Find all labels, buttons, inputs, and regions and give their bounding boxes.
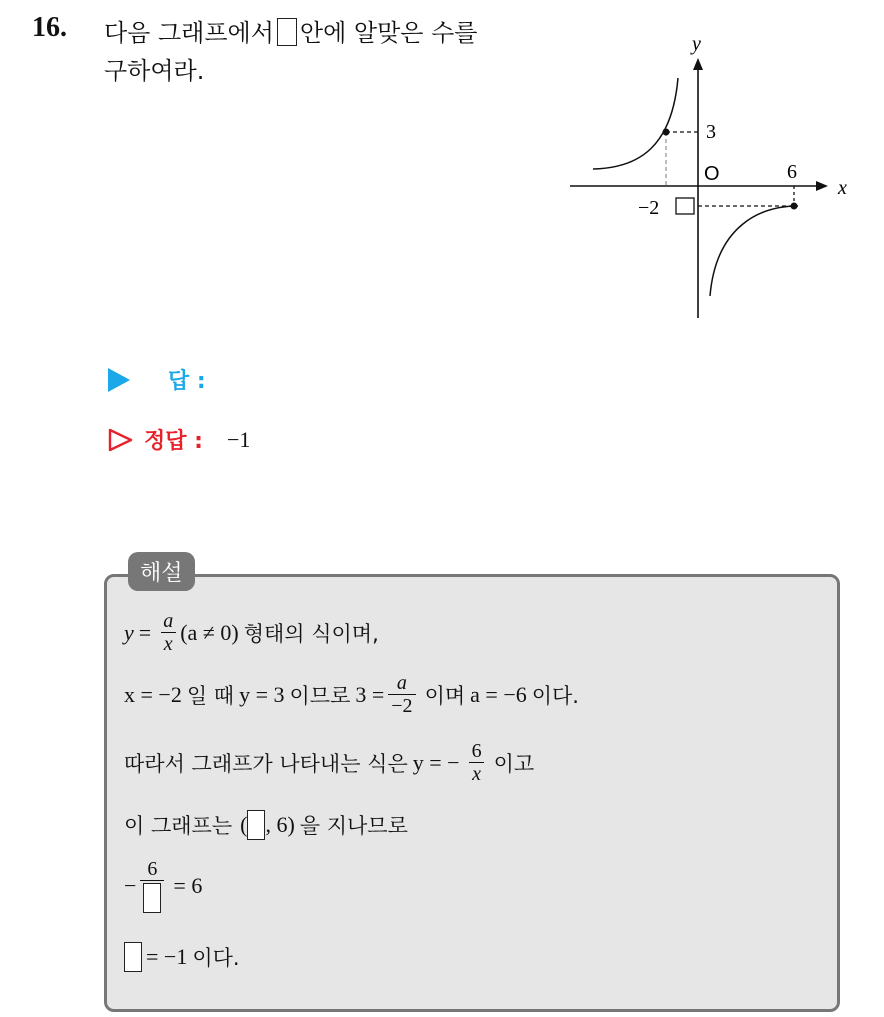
question-text-line2: 구하여라. [104, 57, 205, 85]
l3-num: 6 [471, 740, 482, 762]
l2-a: x = −2 [124, 681, 182, 707]
l3-fraction [469, 740, 485, 785]
question-number: 16. [32, 12, 67, 43]
l5-num: 6 [147, 858, 158, 880]
l4-open: ( [240, 812, 248, 837]
l2-num: a [396, 672, 407, 694]
l4-kr2: 을 지나므로 [299, 814, 408, 838]
explanation-line-4 [124, 810, 413, 840]
l4-kr: 이 그래프는 [124, 814, 233, 838]
l1-eq: = [138, 619, 152, 645]
curve-upper-left [593, 78, 678, 169]
hyperbola-graph [560, 28, 860, 328]
correct-triangle-icon [108, 428, 134, 452]
l2-den: −2 [388, 694, 415, 717]
blank-box [277, 18, 297, 46]
x-axis-arrow [816, 181, 828, 191]
l6-rest: = −1 [146, 944, 188, 969]
explanation-line-5 [124, 858, 207, 913]
l6-kr: 이다. [192, 946, 240, 970]
l5-minus: − [124, 872, 137, 898]
explanation-line-6 [124, 942, 245, 972]
l2-b: y = 3 [239, 681, 285, 707]
l1-fraction [160, 610, 176, 655]
l3-den: x [469, 762, 484, 785]
l1-cond: (a ≠ 0) [180, 619, 239, 645]
l4-blank-box [247, 810, 265, 840]
l1-kr: 형태의 식이며, [243, 621, 379, 646]
l2-kr3: 이며 [424, 683, 466, 708]
origin-label: O [704, 163, 720, 185]
answer-label: 답 : [168, 369, 206, 394]
explanation-line-2 [124, 672, 584, 717]
l5-fraction [140, 858, 164, 913]
l2-kr4: 이다. [531, 683, 579, 708]
l3-a: y = − [412, 749, 460, 775]
explanation-line-3 [124, 740, 539, 785]
x-axis-label: x [838, 177, 847, 199]
l4-close: , 6) [265, 812, 295, 837]
question-text [104, 14, 564, 90]
tick-label-neg2: −2 [638, 197, 660, 219]
correct-answer-value: −1 [226, 426, 251, 452]
l1-num: a [163, 610, 174, 632]
question-text-before: 다음 그래프에서 [104, 19, 274, 47]
l2-kr2: 이므로 [289, 683, 351, 708]
l5-rest: = 6 [173, 872, 203, 898]
l3-kr2: 이고 [493, 751, 535, 776]
l3-kr: 따라서 그래프가 나타내는 식은 [124, 751, 408, 776]
y-axis-label: y [692, 33, 701, 55]
tick-label-3: 3 [706, 121, 716, 143]
l1-den: x [161, 632, 176, 655]
l6-blank-box [124, 942, 142, 972]
correct-answer-row [108, 424, 250, 455]
answer-row [108, 364, 206, 395]
answer-triangle-icon [108, 368, 130, 392]
explanation-line-1 [124, 610, 384, 655]
explanation-tag: 해설 [128, 552, 195, 591]
l2-c: 3 = [355, 681, 385, 707]
curve-lower-right [710, 206, 798, 296]
l2-kr1: 일 때 [186, 683, 235, 708]
tick-label-6: 6 [787, 161, 797, 183]
l2-d: a = −6 [470, 681, 527, 707]
l2-fraction [388, 672, 415, 717]
point-6 [791, 203, 798, 210]
correct-answer-label: 정답 : [144, 429, 203, 454]
question-text-after: 안에 알맞은 수를 [299, 19, 478, 47]
y-axis-arrow [693, 58, 703, 70]
graph-blank-box [676, 198, 694, 214]
l1-y: y [124, 619, 134, 645]
point-neg2-3 [663, 129, 670, 136]
l5-den [140, 880, 164, 913]
